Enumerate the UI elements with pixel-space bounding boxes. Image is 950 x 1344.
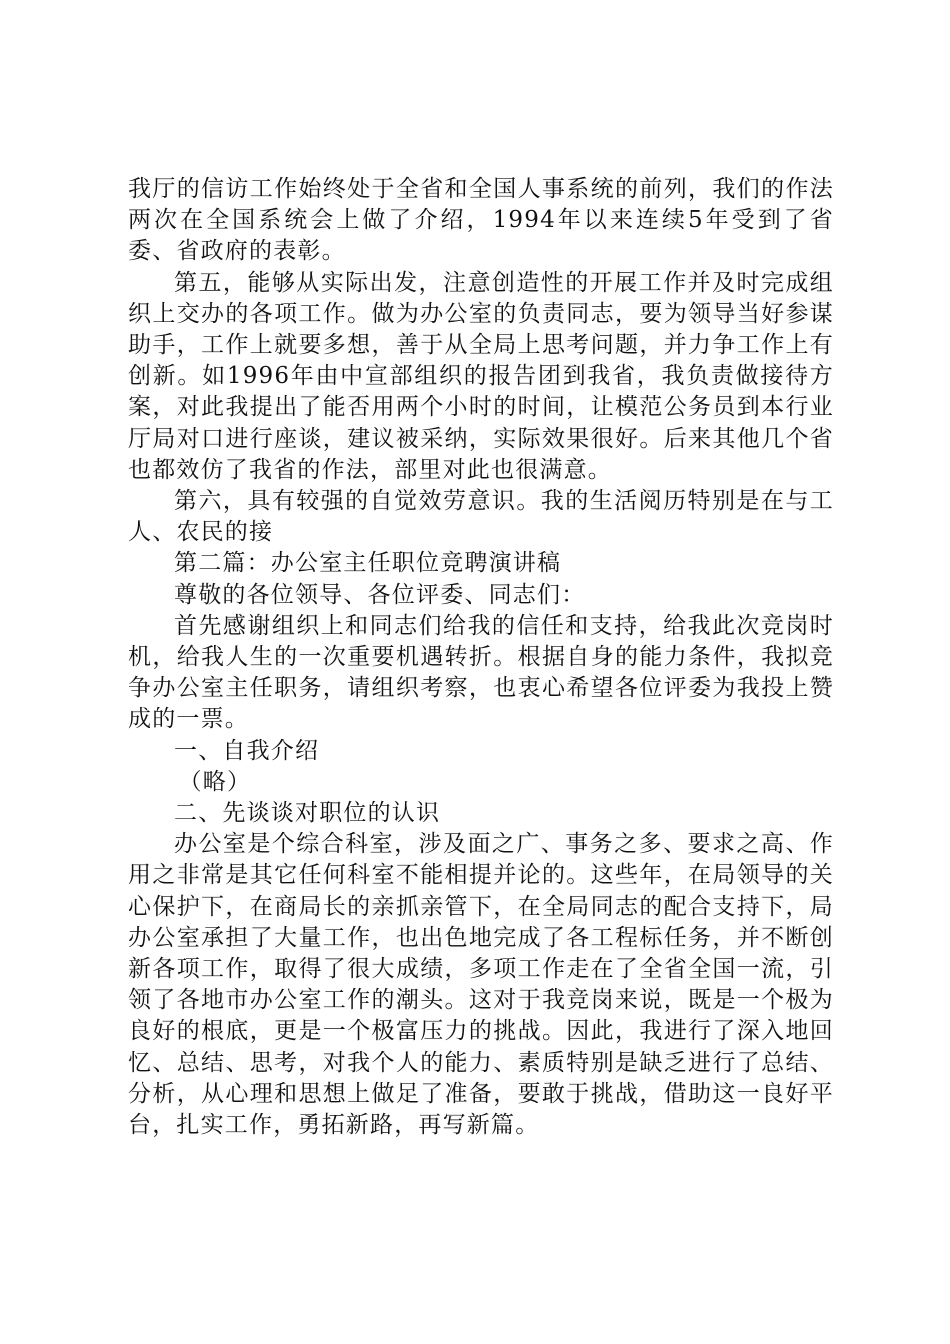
paragraph-1: 我厅的信访工作始终处于全省和全国人事系统的前列，我们的作法两次在全国系统会上做了介绍，1994年以来连续5年受到了省委、省政府的表彰。 bbox=[128, 176, 834, 265]
paragraph-intro: 首先感谢组织上和同志们给我的信任和支持，给我此次竞岗时机，给我人生的一次重要机遇转折。根据自身的能力条件，我拟竞争办公室主任职务，请组织考察，也衷心希望各位评委为我投上赞成的一票。 bbox=[128, 612, 834, 733]
paragraph-2: 第五，能够从实际出发，注意创造性的开展工作并及时完成组织上交办的各项工作。做为办公室的负责同志，要为领导当好参谋助手，工作上就要多想，善于从全局上思考问题，并力争工作上有创新。如1996年由中宣部组织的报告团到我省，我负责做接待方案，对此我提出了能否用两个小时的时间，让模范公务员到本行业厅局对口进行座谈，建议被采纳，实际效果很好。后来其他几个省也都效仿了我省的作法，部里对此也很满意。 bbox=[128, 269, 834, 483]
section-heading-2: 第二篇：办公室主任职位竞聘演讲稿 bbox=[174, 550, 562, 577]
paragraph-3: 第六，具有较强的自觉效劳意识。我的生活阅历特别是在与工人、农民的接 bbox=[128, 488, 834, 546]
heading-position-understanding: 二、先谈谈对职位的认识 bbox=[174, 800, 441, 827]
paragraph-office-description: 办公室是个综合科室，涉及面之广、事务之多、要求之高、作用之非常是其它任何科室不能相提并论的。这些年，在局领导的关心保护下，在商局长的亲抓亲管下，在全局同志的配合支持下，局办公室承担了大量工作，也出色地完成了各工程标任务，并不断创新各项工作，取得了很大成绩，多项工作走在了全省全国一流，引领了各地市办公室工作的潮头。这对于我竞岗来说，既是一个极为良好的根底，更是一个极富压力的挑战。因此，我进行了深入地回忆、总结、思考，对我个人的能力、素质特别是缺乏进行了总结、分析，从心理和思想上做足了准备，要敢于挑战，借助这一良好平台，扎实工作，勇拓新路，再写新篇。 bbox=[128, 831, 834, 1139]
heading-self-intro: 一、自我介绍 bbox=[174, 737, 320, 764]
document-body bbox=[128, 174, 834, 1141]
omitted-note: （略） bbox=[178, 768, 252, 795]
salutation: 尊敬的各位领导、各位评委、同志们： bbox=[174, 581, 586, 608]
